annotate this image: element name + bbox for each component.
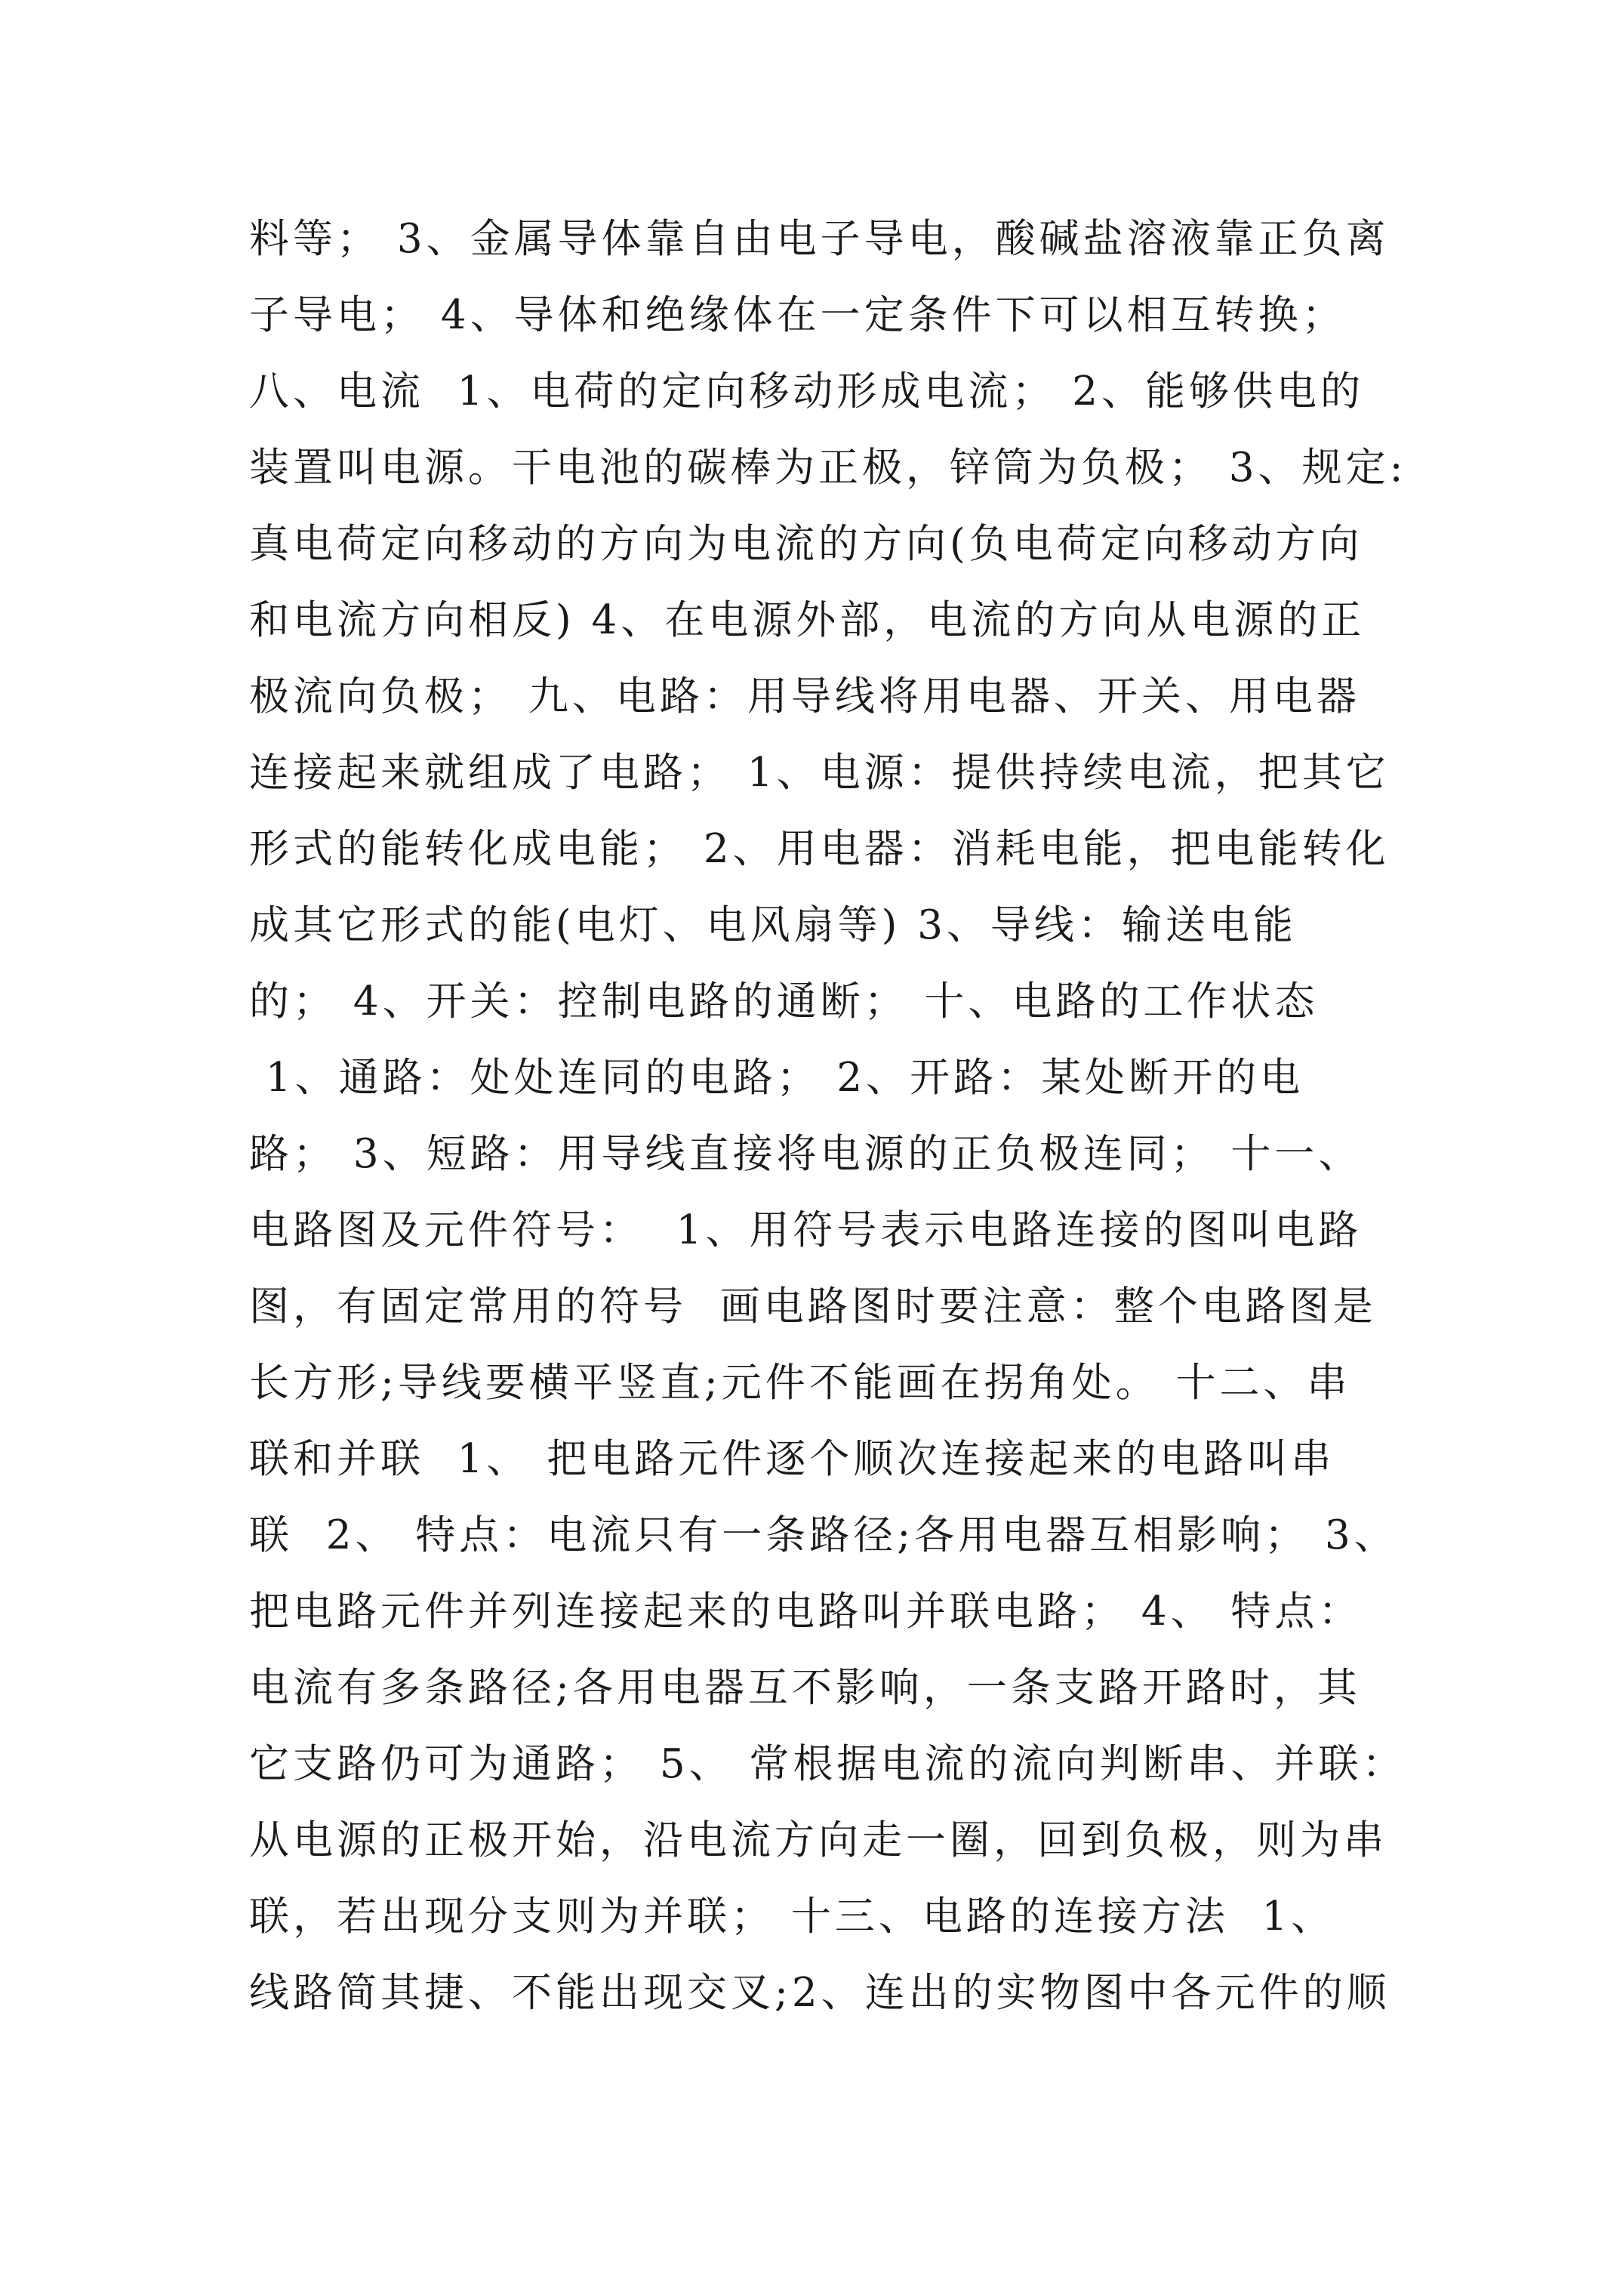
text-line: 联，若出现分支则为并联； 十三、电路的连接方法 1、 <box>249 1894 1335 1940</box>
text-line: 八、电流 1、电荷的定向移动形成电流； 2、能够供电的 <box>249 368 1364 415</box>
text-line: 装置叫电源。干电池的碳棒为正极，锌筒为负极； 3、规定: <box>249 445 1407 491</box>
text-line: 料等； 3、金属导体靠自由电子导电，酸碱盐溶液靠正负离 <box>249 216 1390 262</box>
text-line: 联 2、 特点：电流只有一条路径;各用电器互相影响； 3、 <box>249 1512 1398 1558</box>
text-line: 把电路元件并列连接起来的电路叫并联电路； 4、 特点： <box>249 1589 1363 1635</box>
text-line: 长方形;导线要横平竖直;元件不能画在拐角处。 十二、串 <box>249 1360 1351 1406</box>
text-line: 真电荷定向移动的方向为电流的方向(负电荷定向移动方向 <box>249 521 1363 567</box>
body-text <box>249 201 1427 2031</box>
text-line: 子导电； 4、导体和绝缘体在一定条件下可以相互转换； <box>249 292 1346 338</box>
text-line: 的； 4、开关：控制电路的通断； 十、电路的工作状态 <box>249 978 1319 1025</box>
text-line: 电流有多条路径;各用电器互不影响，一条支路开路时，其 <box>249 1665 1361 1711</box>
text-line: 形式的能转化成电能； 2、用电器：消耗电能，把电能转化 <box>249 826 1390 872</box>
text-line: 路； 3、短路：用导线直接将电源的正负极连同； 十一、 <box>249 1131 1363 1177</box>
text-line: 和电流方向相反) 4、在电源外部，电流的方向从电源的正 <box>249 597 1366 643</box>
text-line: 1、通路：处处连同的电路； 2、开路：某处断开的电 <box>249 1055 1304 1101</box>
text-line: 连接起来就组成了电路； 1、电源：提供持续电流，把其它 <box>249 750 1390 796</box>
text-line: 图，有固定常用的符号 画电路图时要注意：整个电路图是 <box>249 1284 1377 1330</box>
text-line: 成其它形式的能(电灯、电风扇等) 3、导线：输送电能 <box>249 902 1297 948</box>
text-line: 联和并联 1、 把电路元件逐个顺次连接起来的电路叫串 <box>249 1436 1335 1482</box>
text-line: 从电源的正极开始，沿电流方向走一圈，回到负极，则为串 <box>249 1817 1387 1863</box>
text-line: 线路简其捷、不能出现交叉;2、连出的实物图中各元件的顺 <box>249 1970 1390 2016</box>
text-line: 它支路仍可为通路； 5、 常根据电流的流向判断串、并联： <box>249 1741 1406 1787</box>
text-line: 极流向负极； 九、电路：用导线将用电器、开关、用电器 <box>249 673 1360 720</box>
text-line: 电路图及元件符号： 1、用符号表示电路连接的图叫电路 <box>249 1207 1363 1253</box>
